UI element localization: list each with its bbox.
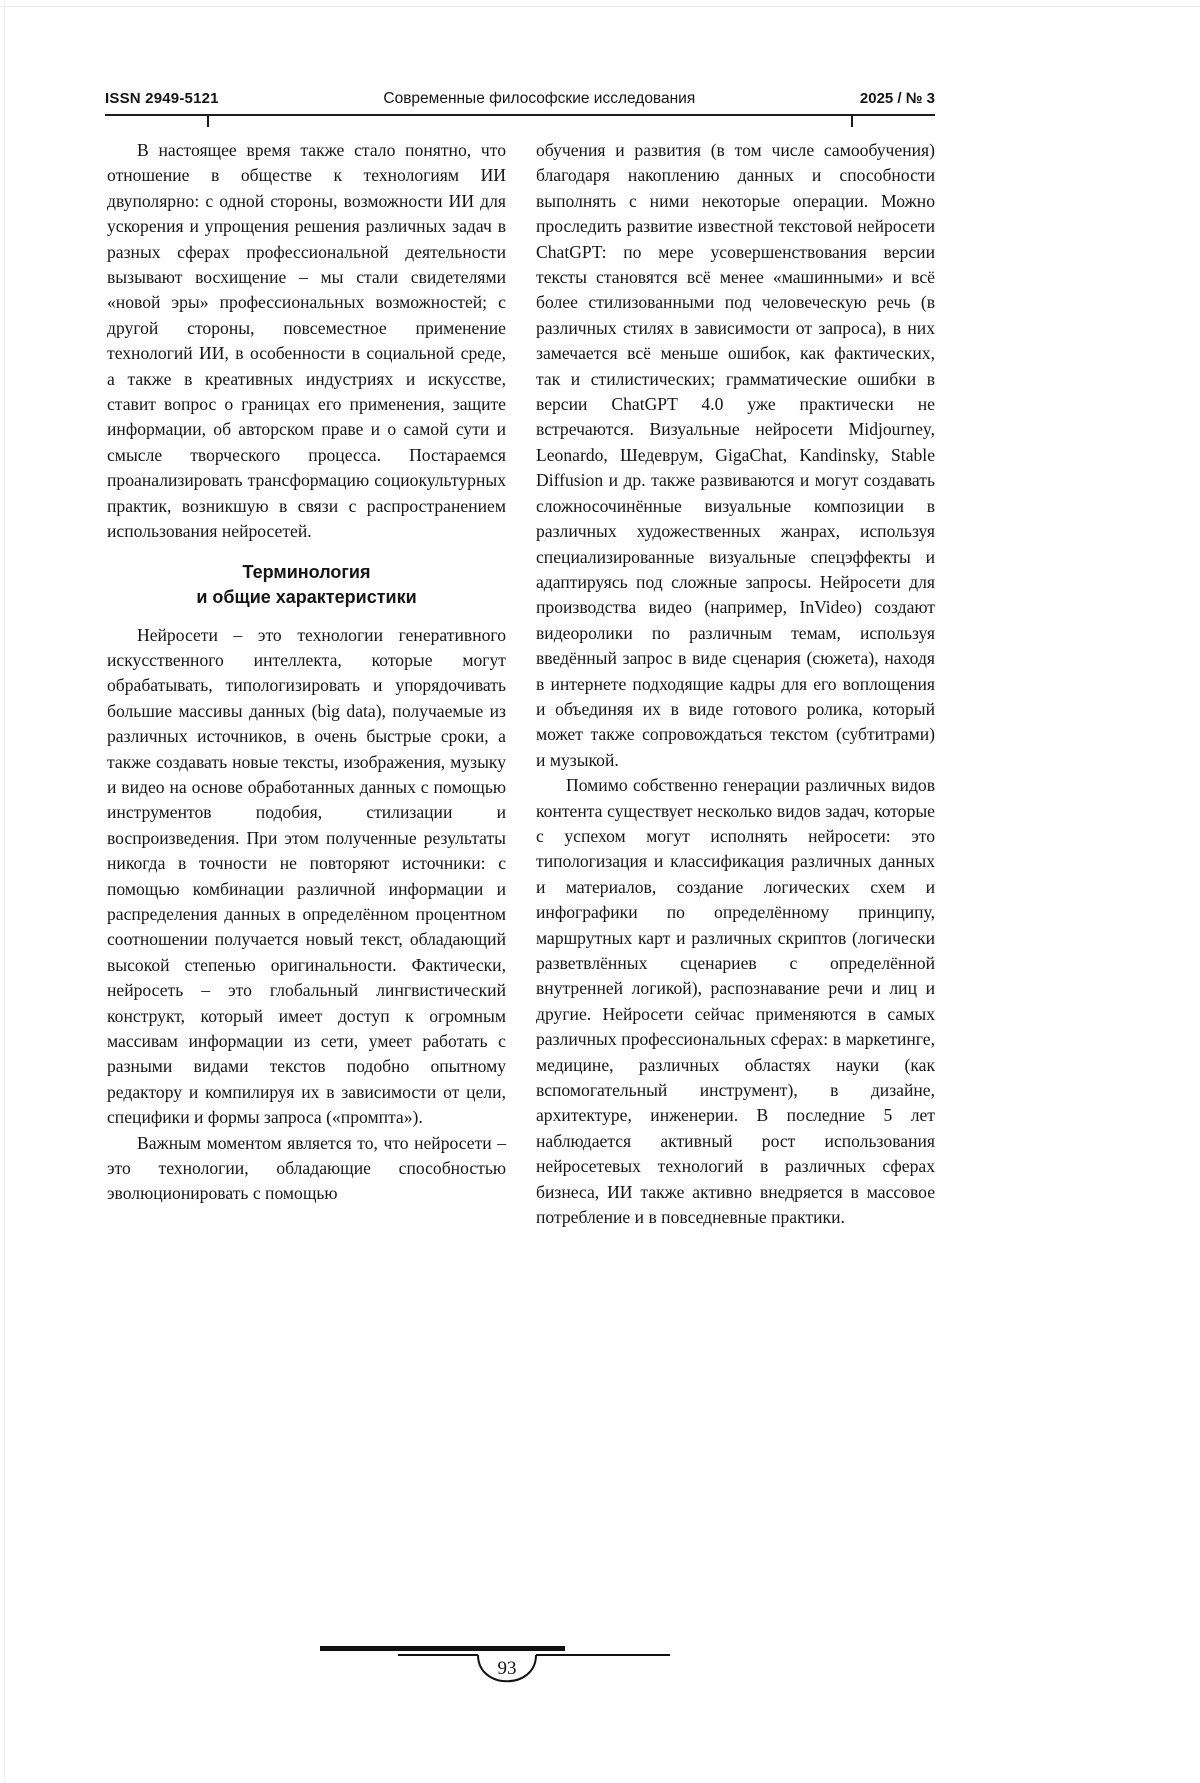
column-right: [536, 138, 935, 1230]
header-tick-left: [207, 114, 209, 127]
article-body: [107, 138, 935, 1230]
page-header-row: [105, 90, 935, 108]
paragraph: Важным моментом является то, что нейросети – это технологии, обладающие способностью эволюционировать с помощью: [107, 1132, 506, 1204]
section-heading-line2: и общие характеристики: [196, 586, 417, 607]
scan-edge-left: [4, 0, 5, 1783]
paragraph: Нейросети – это технологии генеративного искусственного интеллекта, которые могут обрабатывать, типологизировать и упорядочивать большие массивы данных (big data), получаемые из различных источников, в очень быстрые сроки, а также создавать новые тексты, изображения, музыку и видео на основе обработанных данных с помощью инструментов подобия, стилизации и воспроизведения. При этом полученные результаты никогда в точности не повторяют источники: с помощью комбинации различной информации и распределения данных в определённом процентном соотношении получается новый текст, обладающий высокой степенью оригинальности. Фактически, нейросеть – это глобальный лингвистический конструкт, который имеет доступ к огромным массивам информации из сети, умеет работать с разными видами текстов подобно опытному редактору и компилируя их в зависимости от цели, специфики и формы запроса («промпта»).: [107, 624, 506, 1128]
header-tick-right: [851, 114, 853, 127]
paragraph: В настоящее время также стало понятно, что отношение в обществе к технологиям ИИ двуполярно: с одной стороны, возможности ИИ для ускорения и упрощения решения различных задач в разных сферах профессиональной деятельности вызывают восхищение – мы стали свидетелями «новой эры» профессиональных возможностей; с другой стороны, повсеместное применение технологий ИИ, в особенности в социальной среде, а также в креативных индустриях и искусстве, ставит вопрос о границах его применения, защите информации, об авторском праве и о самой сути и смысле творческого процесса. Постараемся проанализировать трансформацию социокультурных практик, возникшую в связи с распространением использования нейросетей.: [107, 140, 506, 542]
issn-label: ISSN 2949-5121: [105, 90, 219, 107]
section-heading-line1: Терминология: [242, 561, 371, 582]
paragraph: Помимо собственно генерации различных видов контента существует несколько видов задач, которые с успехом могут исполнять нейросети: это типологизация и классификация различных данных и материалов, создание логических схем и инфографики по определённому принципу, маршрутных карт и различных скриптов (логически разветвлённых сценариев с определённой внутренней логикой), распознавание речи и лиц и другие. Нейросети сейчас применяются в самых различных профессиональных сферах: в маркетинге, медицине, различных областях науки (как вспомогательный инструмент), в дизайне, архитектуре, инженерии. В последние 5 лет наблюдается активный рост использования нейросетевых технологий в различных сферах бизнеса, ИИ также активно внедряется в массовое потребление и в повседневные практики.: [536, 775, 935, 1228]
journal-title: Современные философские исследования: [383, 90, 696, 107]
page-number: 93: [497, 1658, 517, 1679]
issue-label: 2025 / № 3: [859, 90, 935, 107]
column-left: [107, 138, 506, 1230]
section-heading: [107, 560, 506, 610]
footer-ornament: [320, 1640, 720, 1704]
page-header: [105, 86, 935, 116]
scan-edge-top: [0, 6, 1200, 7]
page-footer: [105, 1640, 935, 1704]
paragraph: обучения и развития (в том числе самообучения) благодаря накоплению данных и способности выполнять с ними некоторые операции. Можно проследить развитие известной текстовой нейросети ChatGPT: по мере усовершенствования версии тексты становятся всё менее «машинными» и всё более стилизованными под человеческую речь (в различных стилях в зависимости от запроса), в них замечается всё меньше ошибок, как фактических, так и стилистических; грамматические ошибки в версии ChatGPT 4.0 уже практически не встречаются. Визуальные нейросети Midjourney, Leonardo, Шедеврум, GigaChat, Kandinsky, Stable Diffusion и др. также развиваются и могут создавать сложносочинённые визуальные композиции в различных художественных жанрах, используя специализированные визуальные спецэффекты и адаптируясь под сложные запросы. Нейросети для производства видео (например, InVideo) создают видеоролики по различным темам, используя введённый запрос в виде сценария (сюжета), находя в интернете подходящие кадры для его воплощения и объединяя их в виде готового ролика, который может также сопровождаться текстом (субтитрами) и музыкой.: [536, 140, 935, 770]
